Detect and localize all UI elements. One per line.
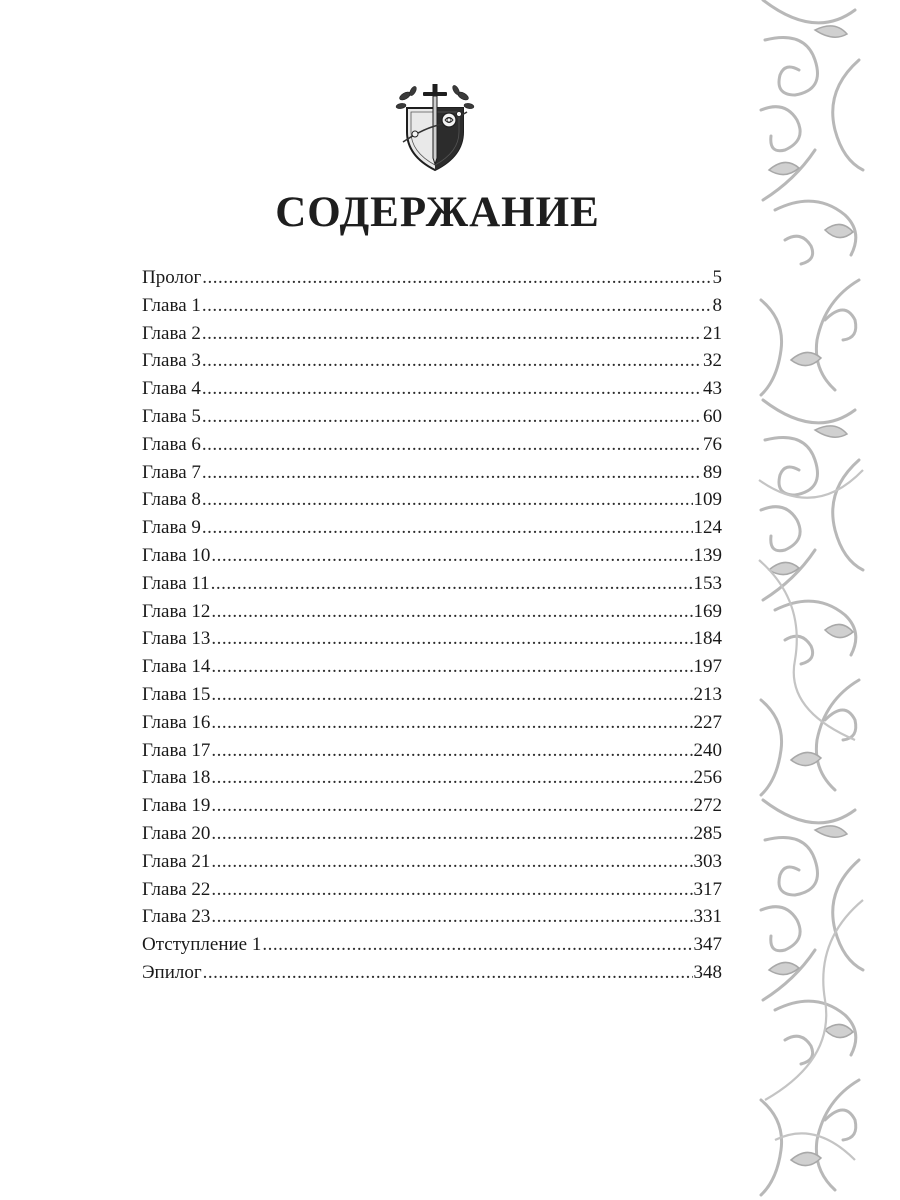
toc-dot-leader — [202, 403, 702, 431]
toc-entry-label: Глава 15 — [142, 683, 211, 705]
toc-dot-leader — [202, 459, 702, 487]
toc-entry — [142, 598, 722, 626]
toc-entry-page-number: 109 — [693, 489, 722, 511]
toc-entry-label: Глава 5 — [142, 405, 201, 427]
toc-dot-leader — [211, 542, 692, 570]
toc-entry-page-number: 285 — [693, 822, 722, 844]
toc-dot-leader — [202, 431, 702, 459]
toc-entry-label: Глава 20 — [142, 822, 211, 844]
toc-dot-leader — [202, 292, 712, 320]
toc-entry-page-number: 256 — [693, 767, 722, 789]
toc-dot-leader — [202, 320, 702, 348]
toc-dot-leader — [203, 959, 693, 987]
shield-sword-rose-icon — [393, 82, 477, 174]
toc-entry — [142, 542, 722, 570]
toc-entry — [142, 709, 722, 737]
toc-entry-page-number: 347 — [693, 934, 722, 956]
toc-entry — [142, 848, 722, 876]
toc-entry-label: Глава 10 — [142, 544, 211, 566]
toc-entry-page-number: 60 — [703, 405, 722, 427]
toc-entry-label: Глава 1 — [142, 294, 201, 316]
toc-entry-label: Глава 4 — [142, 378, 201, 400]
toc-entry-page-number: 227 — [693, 711, 722, 733]
toc-entry — [142, 264, 722, 292]
toc-entry-label: Глава 9 — [142, 517, 201, 539]
toc-entry-label: Глава 23 — [142, 906, 211, 928]
toc-dot-leader — [211, 709, 692, 737]
toc-dot-leader — [202, 264, 711, 292]
toc-entry-label: Глава 16 — [142, 711, 211, 733]
toc-entry-page-number: 272 — [693, 795, 722, 817]
toc-dot-leader — [211, 570, 693, 598]
toc-entry-label: Глава 3 — [142, 350, 201, 372]
toc-entry — [142, 959, 722, 987]
toc-entry-label: Глава 21 — [142, 850, 211, 872]
toc-entry — [142, 514, 722, 542]
toc-entry-label: Отступление 1 — [142, 934, 262, 956]
toc-dot-leader — [211, 625, 692, 653]
toc-dot-leader — [211, 903, 692, 931]
toc-entry — [142, 820, 722, 848]
toc-entry-page-number: 348 — [693, 961, 722, 983]
toc-entry — [142, 570, 722, 598]
toc-dot-leader — [211, 598, 692, 626]
toc-entry-page-number: 213 — [693, 683, 722, 705]
toc-entry-page-number: 124 — [693, 517, 722, 539]
toc-entry-page-number: 76 — [703, 433, 722, 455]
toc-entry — [142, 431, 722, 459]
toc-entry — [142, 625, 722, 653]
toc-entry-page-number: 153 — [693, 572, 722, 594]
table-of-contents — [142, 264, 722, 987]
toc-entry-label: Глава 11 — [142, 572, 210, 594]
toc-entry-label: Глава 18 — [142, 767, 211, 789]
page-title: СОДЕРЖАНИЕ — [275, 189, 600, 236]
floral-border-ornament-icon — [755, 0, 867, 1200]
toc-dot-leader — [202, 514, 693, 542]
toc-entry — [142, 347, 722, 375]
toc-entry — [142, 403, 722, 431]
toc-entry-label: Глава 12 — [142, 600, 211, 622]
toc-entry-label: Пролог — [142, 267, 202, 288]
toc-entry-page-number: 197 — [693, 656, 722, 678]
toc-entry-label: Глава 19 — [142, 795, 211, 817]
toc-entry — [142, 292, 722, 320]
toc-entry — [142, 681, 722, 709]
toc-entry — [142, 737, 722, 765]
toc-entry-page-number: 169 — [693, 600, 722, 622]
toc-entry-page-number: 331 — [693, 906, 722, 928]
toc-entry-label: Глава 8 — [142, 489, 201, 511]
toc-entry-page-number: 5 — [712, 267, 722, 288]
toc-dot-leader — [211, 653, 692, 681]
toc-dot-leader — [202, 486, 693, 514]
toc-dot-leader — [211, 764, 692, 792]
toc-dot-leader — [262, 931, 692, 959]
toc-dot-leader — [202, 375, 702, 403]
toc-entry-page-number: 43 — [703, 378, 722, 400]
toc-entry-label: Глава 13 — [142, 628, 211, 650]
toc-entry — [142, 375, 722, 403]
toc-entry-label: Глава 6 — [142, 433, 201, 455]
toc-entry-page-number: 240 — [693, 739, 722, 761]
toc-entry — [142, 764, 722, 792]
toc-entry — [142, 903, 722, 931]
toc-dot-leader — [211, 876, 692, 904]
toc-dot-leader — [211, 820, 692, 848]
toc-entry-label: Глава 22 — [142, 878, 211, 900]
toc-entry — [142, 459, 722, 487]
toc-entry-label: Глава 14 — [142, 656, 211, 678]
toc-entry-label: Глава 2 — [142, 322, 201, 344]
toc-dot-leader — [211, 792, 692, 820]
toc-dot-leader — [211, 848, 692, 876]
toc-dot-leader — [211, 737, 692, 765]
toc-entry — [142, 320, 722, 348]
toc-entry-label: Эпилог — [142, 961, 202, 983]
toc-entry-page-number: 303 — [693, 850, 722, 872]
toc-entry-page-number: 21 — [703, 322, 722, 344]
toc-dot-leader — [211, 681, 692, 709]
toc-entry-page-number: 32 — [703, 350, 722, 372]
toc-entry-page-number: 317 — [693, 878, 722, 900]
toc-entry — [142, 486, 722, 514]
toc-entry-label: Глава 17 — [142, 739, 211, 761]
toc-entry-page-number: 139 — [693, 544, 722, 566]
toc-entry — [142, 653, 722, 681]
toc-entry — [142, 792, 722, 820]
toc-entry-page-number: 89 — [703, 461, 722, 483]
toc-entry — [142, 876, 722, 904]
toc-entry-page-number: 184 — [693, 628, 722, 650]
toc-entry-page-number: 8 — [712, 294, 722, 316]
toc-dot-leader — [202, 347, 702, 375]
toc-entry-label: Глава 7 — [142, 461, 201, 483]
toc-entry — [142, 931, 722, 959]
